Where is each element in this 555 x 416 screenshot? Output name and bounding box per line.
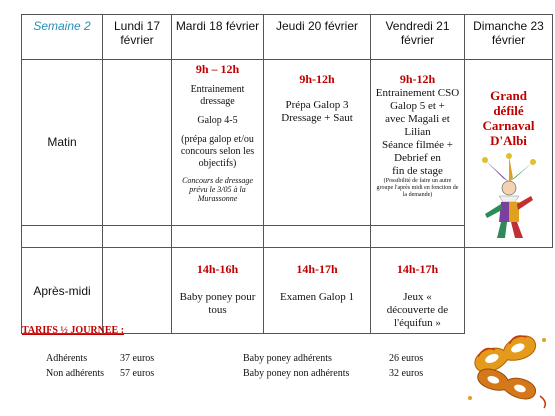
friday-afternoon-time: 14h-17h [396, 262, 439, 276]
cell-sunday-morning [465, 60, 553, 248]
tarif-label-baby-non-adherents: Baby poney non adhérents [243, 368, 350, 379]
tarif-price-non-adherents: 57 euros [120, 368, 155, 379]
tuesday-morning-line3: (prépa galop et/ou concours selon les objectifs) [180, 134, 255, 169]
friday-morning-time: 9h-12h [399, 72, 436, 86]
tuesday-afternoon-time: 14h-16h [196, 262, 239, 276]
tuesday-morning-line1: Entrainement dressage [190, 84, 245, 107]
thursday-morning-line2: Dressage + Saut [281, 112, 353, 124]
day-friday: Vendredi 21 février [371, 15, 465, 60]
cell-monday-afternoon [103, 248, 172, 334]
cell-tuesday-morning [172, 60, 264, 226]
tuesday-morning-note: Concours de dressage prévu le 3/05 à la Murassonne [182, 176, 253, 203]
spacer-cell [264, 225, 371, 247]
friday-morning-note: (Possibilité de faire un autre groupe l'après midi en fonction de la demande) [376, 178, 459, 198]
tarif-price-adherents: 37 euros [120, 353, 155, 364]
tarifs-title: TARIFS ½ JOURNEE : [22, 325, 125, 336]
spacer-cell [103, 225, 172, 247]
cell-friday-afternoon [371, 248, 465, 334]
tarif-label-baby-adherents: Baby poney adhérents [243, 353, 332, 364]
tuesday-afternoon-text: Baby poney pour tous [179, 291, 256, 316]
cell-monday-morning [103, 60, 172, 226]
friday-morning-line1: Entrainement CSO [375, 87, 460, 99]
tarif-label-adherents: Adhérents [46, 353, 88, 364]
sunday-line2: défilé [493, 103, 524, 118]
cell-thursday-afternoon [264, 248, 371, 334]
cell-friday-morning [371, 60, 465, 226]
week-label: Semaine 2 [22, 15, 103, 60]
day-tuesday: Mardi 18 février [172, 15, 264, 60]
day-sunday: Dimanche 23 février [465, 15, 553, 60]
friday-morning-line4: Séance filmée + [382, 139, 453, 151]
spacer-cell [22, 225, 103, 247]
carnival-masks-icon [460, 326, 552, 410]
row-label-morning: Matin [22, 60, 103, 226]
row-label-afternoon: Après-midi [22, 248, 103, 334]
cell-thursday-morning [264, 60, 371, 226]
friday-morning-line3: avec Magali et Lilian [385, 113, 450, 138]
spacer-cell [172, 225, 264, 247]
jester-icon [475, 152, 543, 242]
tarif-label-non-adherents: Non adhérents [46, 368, 105, 379]
tarif-price-baby-adherents: 26 euros [389, 353, 424, 364]
cell-tuesday-afternoon [172, 248, 264, 334]
thursday-morning-time: 9h-12h [299, 72, 335, 86]
tuesday-morning-time: 9h – 12h [195, 62, 240, 76]
day-thursday: Jeudi 20 février [264, 15, 371, 60]
sunday-line1: Grand [490, 88, 527, 103]
tarif-price-baby-non-adherents: 32 euros [389, 368, 424, 379]
tuesday-morning-line2: Galop 4-5 [197, 115, 238, 126]
sunday-line3: Carnaval [482, 118, 535, 133]
schedule-table [21, 14, 553, 334]
friday-afternoon-text: Jeux « découverte de l'équifun » [386, 291, 449, 329]
sunday-line4: D'Albi [490, 133, 527, 148]
thursday-afternoon-time: 14h-17h [296, 262, 338, 276]
friday-morning-line5: Debrief en fin de stage [392, 152, 443, 177]
thursday-afternoon-text: Examen Galop 1 [280, 291, 354, 303]
day-monday: Lundi 17 février [103, 15, 172, 60]
thursday-morning-line1: Prépa Galop 3 [285, 99, 349, 111]
friday-morning-line2: Galop 5 et + [390, 100, 445, 112]
spacer-cell [371, 225, 465, 247]
